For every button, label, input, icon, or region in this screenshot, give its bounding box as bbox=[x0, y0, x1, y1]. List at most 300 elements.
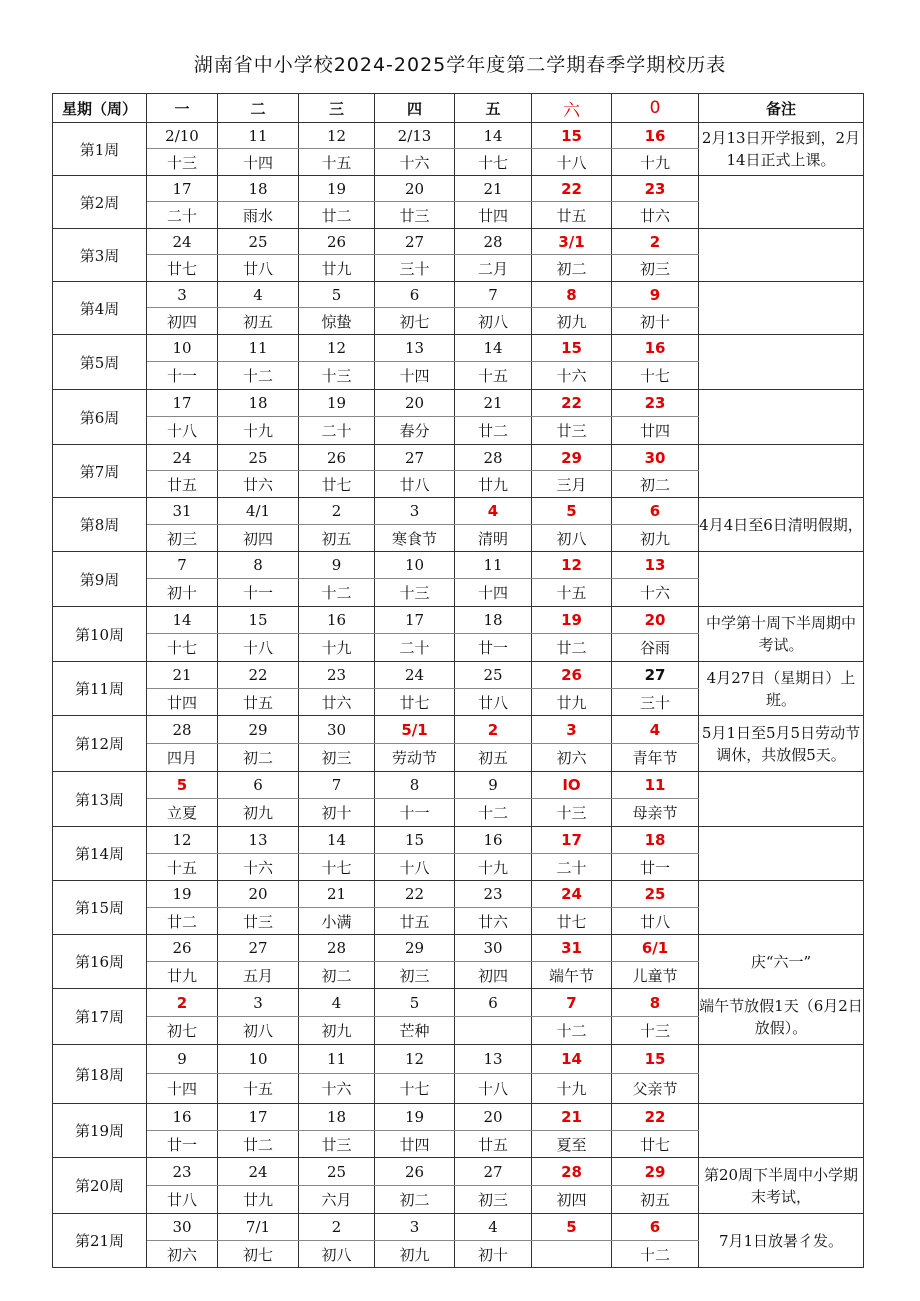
day-lunar: 十五 bbox=[218, 1074, 299, 1104]
day-lunar: 廿三 bbox=[375, 202, 455, 229]
week-note bbox=[699, 229, 864, 282]
day-lunar: 十六 bbox=[218, 854, 299, 881]
day-date: 21 bbox=[455, 176, 532, 202]
day-date: 5/1 bbox=[375, 716, 455, 744]
day-lunar: 廿七 bbox=[147, 255, 218, 282]
day-lunar: 初二 bbox=[532, 255, 612, 282]
day-date: 28 bbox=[532, 1158, 612, 1186]
day-lunar: 初九 bbox=[612, 525, 699, 552]
day-lunar: 廿一 bbox=[147, 1131, 218, 1158]
week-note: 2月13日开学报到，2月14日正式上课。 bbox=[699, 123, 864, 176]
day-date: 16 bbox=[612, 123, 699, 149]
day-date: 30 bbox=[455, 935, 532, 962]
day-lunar: 初十 bbox=[455, 1241, 532, 1268]
day-date: 26 bbox=[532, 662, 612, 689]
day-date: 7/1 bbox=[218, 1214, 299, 1241]
day-date: 17 bbox=[218, 1104, 299, 1131]
day-date: 2 bbox=[147, 989, 218, 1017]
day-lunar: 三十 bbox=[612, 689, 699, 716]
day-date: 27 bbox=[612, 662, 699, 689]
day-date: 26 bbox=[299, 445, 375, 471]
day-lunar: 四月 bbox=[147, 744, 218, 772]
day-lunar: 初八 bbox=[218, 1017, 299, 1045]
day-date: 4 bbox=[612, 716, 699, 744]
day-lunar: 廿四 bbox=[455, 202, 532, 229]
day-date: 3 bbox=[375, 498, 455, 525]
day-lunar: 三月 bbox=[532, 471, 612, 498]
day-lunar: 十一 bbox=[375, 799, 455, 827]
week-label: 第15周 bbox=[53, 881, 147, 935]
day-date: 27 bbox=[455, 1158, 532, 1186]
day-lunar: 儿童节 bbox=[612, 962, 699, 989]
day-lunar: 初九 bbox=[375, 1241, 455, 1268]
day-date: 26 bbox=[299, 229, 375, 255]
day-lunar: 十九 bbox=[612, 149, 699, 176]
week-note: 5月1日至5月5日劳动节调休，共放假5天。 bbox=[699, 716, 864, 772]
day-lunar: 十三 bbox=[532, 799, 612, 827]
day-lunar: 初五 bbox=[218, 308, 299, 335]
day-lunar: 十七 bbox=[299, 854, 375, 881]
day-lunar: 十八 bbox=[218, 634, 299, 662]
day-lunar: 廿九 bbox=[218, 1186, 299, 1214]
day-date: 20 bbox=[612, 607, 699, 634]
day-lunar: 初二 bbox=[375, 1186, 455, 1214]
day-date: 14 bbox=[455, 123, 532, 149]
day-date: 15 bbox=[612, 1045, 699, 1074]
day-lunar: 立夏 bbox=[147, 799, 218, 827]
day-lunar: 初四 bbox=[147, 308, 218, 335]
header-week: 星期（周） bbox=[53, 94, 147, 123]
week-row bbox=[53, 1045, 864, 1074]
day-date: 6 bbox=[455, 989, 532, 1017]
day-lunar: 廿五 bbox=[455, 1131, 532, 1158]
day-lunar: 十四 bbox=[147, 1074, 218, 1104]
week-row bbox=[53, 881, 864, 908]
day-date: 21 bbox=[147, 662, 218, 689]
day-date: 15 bbox=[532, 123, 612, 149]
day-lunar: 二十 bbox=[147, 202, 218, 229]
day-lunar: 廿五 bbox=[218, 689, 299, 716]
day-date: 8 bbox=[375, 772, 455, 799]
day-date: 5 bbox=[532, 498, 612, 525]
day-lunar: 十八 bbox=[147, 417, 218, 445]
day-date: 9 bbox=[455, 772, 532, 799]
week-row bbox=[53, 498, 864, 525]
day-date: 4 bbox=[218, 282, 299, 308]
day-lunar: 初二 bbox=[612, 471, 699, 498]
week-note bbox=[699, 1104, 864, 1158]
day-date: 5 bbox=[375, 989, 455, 1017]
day-date: 28 bbox=[299, 935, 375, 962]
day-lunar: 初七 bbox=[218, 1241, 299, 1268]
week-label: 第9周 bbox=[53, 552, 147, 607]
week-note: 第20周下半周中小学期末考试， bbox=[699, 1158, 864, 1214]
day-lunar: 初四 bbox=[455, 962, 532, 989]
day-lunar: 廿三 bbox=[299, 1131, 375, 1158]
day-lunar: 清明 bbox=[455, 525, 532, 552]
day-date: 25 bbox=[218, 229, 299, 255]
day-date: 12 bbox=[375, 1045, 455, 1074]
day-lunar: 初三 bbox=[299, 744, 375, 772]
day-lunar: 十五 bbox=[299, 149, 375, 176]
day-date: 11 bbox=[299, 1045, 375, 1074]
day-date: 5 bbox=[147, 772, 218, 799]
day-lunar: 十六 bbox=[299, 1074, 375, 1104]
day-lunar: 初九 bbox=[218, 799, 299, 827]
week-row bbox=[53, 935, 864, 962]
header-sat: 六 bbox=[532, 94, 612, 123]
day-lunar: 十三 bbox=[375, 579, 455, 607]
day-date: 6 bbox=[612, 498, 699, 525]
day-date: 24 bbox=[147, 229, 218, 255]
day-lunar: 三十 bbox=[375, 255, 455, 282]
week-row bbox=[53, 390, 864, 417]
week-row bbox=[53, 282, 864, 308]
day-lunar: 廿一 bbox=[455, 634, 532, 662]
day-lunar: 五月 bbox=[218, 962, 299, 989]
day-lunar: 十二 bbox=[455, 799, 532, 827]
week-note bbox=[699, 881, 864, 935]
week-note bbox=[699, 1045, 864, 1104]
week-label: 第7周 bbox=[53, 445, 147, 498]
week-label: 第6周 bbox=[53, 390, 147, 445]
day-date: 3/1 bbox=[532, 229, 612, 255]
day-lunar: 廿二 bbox=[455, 417, 532, 445]
day-lunar: 初二 bbox=[218, 744, 299, 772]
week-note bbox=[699, 445, 864, 498]
day-lunar: 十五 bbox=[532, 579, 612, 607]
day-date: 11 bbox=[218, 123, 299, 149]
day-date: 2/13 bbox=[375, 123, 455, 149]
day-lunar: 廿七 bbox=[375, 689, 455, 716]
day-date: 11 bbox=[455, 552, 532, 579]
day-date: 9 bbox=[299, 552, 375, 579]
day-lunar: 初六 bbox=[147, 1241, 218, 1268]
day-lunar: 十七 bbox=[147, 634, 218, 662]
week-label: 第13周 bbox=[53, 772, 147, 827]
day-lunar: 十三 bbox=[299, 362, 375, 390]
week-row bbox=[53, 1214, 864, 1241]
day-lunar: 初三 bbox=[375, 962, 455, 989]
day-lunar: 十九 bbox=[299, 634, 375, 662]
day-date: 18 bbox=[299, 1104, 375, 1131]
day-lunar: 廿六 bbox=[218, 471, 299, 498]
school-calendar-table bbox=[52, 93, 864, 1268]
day-lunar: 初八 bbox=[299, 1241, 375, 1268]
day-lunar: 廿七 bbox=[299, 471, 375, 498]
day-lunar: 谷雨 bbox=[612, 634, 699, 662]
day-lunar: 寒食节 bbox=[375, 525, 455, 552]
day-lunar: 十二 bbox=[532, 1017, 612, 1045]
day-date: 9 bbox=[147, 1045, 218, 1074]
day-lunar: 初五 bbox=[612, 1186, 699, 1214]
day-date: 18 bbox=[455, 607, 532, 634]
day-lunar bbox=[532, 1241, 612, 1268]
day-lunar: 十五 bbox=[455, 362, 532, 390]
day-date: 7 bbox=[532, 989, 612, 1017]
day-date: 5 bbox=[532, 1214, 612, 1241]
day-lunar bbox=[455, 1017, 532, 1045]
day-date: 27 bbox=[218, 935, 299, 962]
day-date: 3 bbox=[532, 716, 612, 744]
day-date: 20 bbox=[375, 390, 455, 417]
day-date: 6/1 bbox=[612, 935, 699, 962]
day-lunar: 青年节 bbox=[612, 744, 699, 772]
day-date: 22 bbox=[375, 881, 455, 908]
day-lunar: 廿六 bbox=[455, 908, 532, 935]
day-lunar: 六月 bbox=[299, 1186, 375, 1214]
day-lunar: 二十 bbox=[532, 854, 612, 881]
week-label: 第18周 bbox=[53, 1045, 147, 1104]
day-date: 30 bbox=[147, 1214, 218, 1241]
day-lunar: 廿四 bbox=[612, 417, 699, 445]
day-date: 28 bbox=[455, 445, 532, 471]
day-date: 6 bbox=[218, 772, 299, 799]
day-lunar: 廿三 bbox=[218, 908, 299, 935]
day-date: 26 bbox=[375, 1158, 455, 1186]
week-label: 第17周 bbox=[53, 989, 147, 1045]
week-note: 庆“六一” bbox=[699, 935, 864, 989]
day-date: 13 bbox=[455, 1045, 532, 1074]
day-lunar: 十八 bbox=[455, 1074, 532, 1104]
day-lunar: 廿九 bbox=[455, 471, 532, 498]
week-label: 第14周 bbox=[53, 827, 147, 881]
day-date: 13 bbox=[375, 335, 455, 362]
day-lunar: 十六 bbox=[612, 579, 699, 607]
day-lunar: 十三 bbox=[612, 1017, 699, 1045]
day-date: 11 bbox=[218, 335, 299, 362]
week-note bbox=[699, 282, 864, 335]
day-date: 7 bbox=[299, 772, 375, 799]
day-date: 16 bbox=[455, 827, 532, 854]
day-lunar: 初九 bbox=[299, 1017, 375, 1045]
week-row bbox=[53, 827, 864, 854]
day-date: 19 bbox=[299, 390, 375, 417]
day-date: 15 bbox=[218, 607, 299, 634]
day-lunar: 廿四 bbox=[147, 689, 218, 716]
week-row bbox=[53, 607, 864, 634]
day-date: 20 bbox=[455, 1104, 532, 1131]
day-date: 25 bbox=[218, 445, 299, 471]
day-lunar: 廿八 bbox=[218, 255, 299, 282]
day-date: 12 bbox=[147, 827, 218, 854]
week-row bbox=[53, 772, 864, 799]
day-date: 28 bbox=[455, 229, 532, 255]
day-date: 13 bbox=[218, 827, 299, 854]
day-lunar: 十九 bbox=[455, 854, 532, 881]
day-lunar: 十六 bbox=[532, 362, 612, 390]
day-date: 6 bbox=[612, 1214, 699, 1241]
week-label: 第5周 bbox=[53, 335, 147, 390]
week-row bbox=[53, 176, 864, 202]
week-row bbox=[53, 1104, 864, 1131]
day-date: 17 bbox=[147, 176, 218, 202]
day-lunar: 廿三 bbox=[532, 417, 612, 445]
day-lunar: 初三 bbox=[147, 525, 218, 552]
day-lunar: 十七 bbox=[455, 149, 532, 176]
day-lunar: 二月 bbox=[455, 255, 532, 282]
day-lunar: 初四 bbox=[532, 1186, 612, 1214]
day-date: 10 bbox=[147, 335, 218, 362]
day-date: 22 bbox=[218, 662, 299, 689]
day-lunar: 初二 bbox=[299, 962, 375, 989]
day-lunar: 十七 bbox=[375, 1074, 455, 1104]
week-row bbox=[53, 445, 864, 471]
day-date: 27 bbox=[375, 229, 455, 255]
day-lunar: 母亲节 bbox=[612, 799, 699, 827]
day-date: 10 bbox=[375, 552, 455, 579]
day-lunar: 十七 bbox=[612, 362, 699, 390]
week-note bbox=[699, 772, 864, 827]
day-date: 24 bbox=[147, 445, 218, 471]
week-label: 第1周 bbox=[53, 123, 147, 176]
day-lunar: 廿八 bbox=[455, 689, 532, 716]
day-lunar: 廿九 bbox=[299, 255, 375, 282]
day-date: 20 bbox=[375, 176, 455, 202]
day-date: 12 bbox=[532, 552, 612, 579]
day-lunar: 廿六 bbox=[612, 202, 699, 229]
day-lunar: 初五 bbox=[455, 744, 532, 772]
day-date: 20 bbox=[218, 881, 299, 908]
day-lunar: 十九 bbox=[532, 1074, 612, 1104]
day-lunar: 廿八 bbox=[147, 1186, 218, 1214]
week-note: 4月27日（星期日）上班。 bbox=[699, 662, 864, 716]
day-lunar: 廿五 bbox=[147, 471, 218, 498]
header-tue: 二 bbox=[218, 94, 299, 123]
header-row bbox=[53, 94, 864, 123]
day-lunar: 初三 bbox=[612, 255, 699, 282]
day-date: 15 bbox=[375, 827, 455, 854]
day-date: 25 bbox=[612, 881, 699, 908]
day-date: 6 bbox=[375, 282, 455, 308]
day-date: 12 bbox=[299, 335, 375, 362]
day-lunar: 廿八 bbox=[612, 908, 699, 935]
day-date: 17 bbox=[147, 390, 218, 417]
week-label: 第16周 bbox=[53, 935, 147, 989]
day-lunar: 廿九 bbox=[147, 962, 218, 989]
day-date: 29 bbox=[532, 445, 612, 471]
day-date: IO bbox=[532, 772, 612, 799]
week-note bbox=[699, 335, 864, 390]
day-date: 16 bbox=[299, 607, 375, 634]
day-date: 19 bbox=[532, 607, 612, 634]
week-note bbox=[699, 552, 864, 607]
day-lunar: 小满 bbox=[299, 908, 375, 935]
day-lunar: 二十 bbox=[375, 634, 455, 662]
day-date: 4 bbox=[455, 1214, 532, 1241]
day-date: 14 bbox=[455, 335, 532, 362]
day-lunar: 十六 bbox=[375, 149, 455, 176]
day-date: 2/10 bbox=[147, 123, 218, 149]
week-label: 第2周 bbox=[53, 176, 147, 229]
day-date: 31 bbox=[147, 498, 218, 525]
day-lunar: 十四 bbox=[375, 362, 455, 390]
day-date: 8 bbox=[218, 552, 299, 579]
day-lunar: 初六 bbox=[532, 744, 612, 772]
day-lunar: 廿七 bbox=[532, 908, 612, 935]
day-date: 30 bbox=[299, 716, 375, 744]
day-date: 3 bbox=[375, 1214, 455, 1241]
day-lunar: 十八 bbox=[532, 149, 612, 176]
week-row bbox=[53, 1158, 864, 1186]
day-date: 4 bbox=[299, 989, 375, 1017]
day-lunar: 十二 bbox=[612, 1241, 699, 1268]
day-date: 29 bbox=[375, 935, 455, 962]
day-date: 24 bbox=[218, 1158, 299, 1186]
day-date: 2 bbox=[299, 1214, 375, 1241]
week-note bbox=[699, 390, 864, 445]
day-date: 18 bbox=[218, 390, 299, 417]
day-date: 14 bbox=[147, 607, 218, 634]
day-date: 29 bbox=[218, 716, 299, 744]
day-date: 26 bbox=[147, 935, 218, 962]
day-lunar: 十四 bbox=[218, 149, 299, 176]
day-lunar: 芒种 bbox=[375, 1017, 455, 1045]
day-date: 19 bbox=[147, 881, 218, 908]
header-wed: 三 bbox=[299, 94, 375, 123]
day-date: 3 bbox=[147, 282, 218, 308]
day-date: 21 bbox=[532, 1104, 612, 1131]
day-date: 21 bbox=[299, 881, 375, 908]
day-date: 19 bbox=[299, 176, 375, 202]
day-lunar: 廿二 bbox=[299, 202, 375, 229]
day-date: 11 bbox=[612, 772, 699, 799]
week-row bbox=[53, 662, 864, 689]
day-lunar: 廿二 bbox=[218, 1131, 299, 1158]
week-note: 端午节放假1天（6月2日放假）。 bbox=[699, 989, 864, 1045]
week-label: 第20周 bbox=[53, 1158, 147, 1214]
day-lunar: 廿七 bbox=[612, 1131, 699, 1158]
day-date: 23 bbox=[455, 881, 532, 908]
day-date: 16 bbox=[147, 1104, 218, 1131]
day-lunar: 廿八 bbox=[375, 471, 455, 498]
day-lunar: 端午节 bbox=[532, 962, 612, 989]
header-fri: 五 bbox=[455, 94, 532, 123]
header-mon: 一 bbox=[147, 94, 218, 123]
day-lunar: 十二 bbox=[218, 362, 299, 390]
week-note bbox=[699, 176, 864, 229]
day-date: 13 bbox=[612, 552, 699, 579]
week-label: 第19周 bbox=[53, 1104, 147, 1158]
day-lunar: 初七 bbox=[147, 1017, 218, 1045]
day-date: 18 bbox=[218, 176, 299, 202]
day-lunar: 十九 bbox=[218, 417, 299, 445]
week-row bbox=[53, 335, 864, 362]
week-note: 中学第十周下半周期中考试。 bbox=[699, 607, 864, 662]
day-date: 9 bbox=[612, 282, 699, 308]
day-date: 18 bbox=[612, 827, 699, 854]
day-date: 4/1 bbox=[218, 498, 299, 525]
week-note: 7月1日放暑彳发。 bbox=[699, 1214, 864, 1268]
day-lunar: 夏至 bbox=[532, 1131, 612, 1158]
day-lunar: 初九 bbox=[532, 308, 612, 335]
page-title: 湖南省中小学校2024-2025学年度第二学期春季学期校历表 bbox=[193, 54, 727, 76]
day-date: 22 bbox=[532, 390, 612, 417]
day-date: 22 bbox=[532, 176, 612, 202]
day-lunar: 十五 bbox=[147, 854, 218, 881]
day-date: 15 bbox=[532, 335, 612, 362]
day-lunar: 初十 bbox=[299, 799, 375, 827]
day-lunar: 十二 bbox=[299, 579, 375, 607]
day-lunar: 惊蛰 bbox=[299, 308, 375, 335]
week-row bbox=[53, 229, 864, 255]
day-date: 30 bbox=[612, 445, 699, 471]
day-lunar: 廿五 bbox=[532, 202, 612, 229]
day-date: 21 bbox=[455, 390, 532, 417]
day-date: 19 bbox=[375, 1104, 455, 1131]
day-date: 8 bbox=[612, 989, 699, 1017]
day-lunar: 廿四 bbox=[375, 1131, 455, 1158]
